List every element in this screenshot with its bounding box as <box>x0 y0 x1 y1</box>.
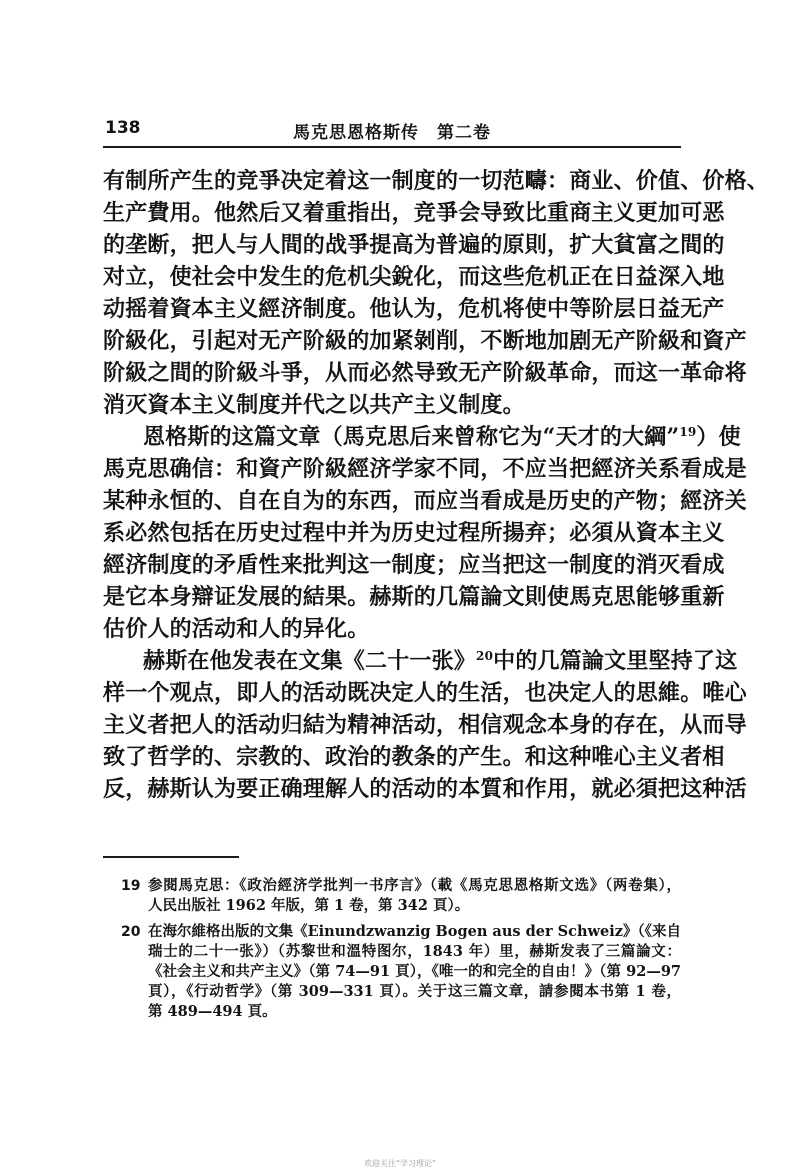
text-line: 主义者把人的活动归結为精神活动，相信观念本身的存在，从而导 <box>103 712 747 738</box>
text-segment: 赫斯在他发表在文集《二十一张》 <box>143 648 477 674</box>
page-header <box>103 112 681 148</box>
footnote-line: 《社会主义和共产主义》（第 74—91 頁），《唯一的和完全的自由！》（第 92—97 <box>148 963 681 980</box>
text-line: 估价人的活动和人的异化。 <box>103 616 370 642</box>
text-line: 經济制度的矛盾性来批判这一制度；应当把这一制度的消灭看成 <box>103 552 725 578</box>
page-number: 138 <box>105 118 141 138</box>
text-line <box>103 645 738 677</box>
text-segment: ）使 <box>696 424 741 450</box>
text-line: 阶級之間的阶級斗爭，从而必然导致无产阶級革命，而这一革命将 <box>103 360 747 386</box>
text-line <box>103 421 741 453</box>
footnote-ref[interactable]: 19 <box>679 425 697 439</box>
running-title: 馬克思恩格斯传 第二卷 <box>293 123 491 143</box>
footnote-ref[interactable]: 20 <box>476 649 494 663</box>
text-line: 动摇着資本主义經济制度。他认为，危机将使中等阶层日益无产 <box>103 296 725 322</box>
text-line: 馬克思确信：和資产阶級經济学家不同，不应当把經济关系看成是 <box>103 456 747 482</box>
footnotes <box>103 876 681 1028</box>
footnote-line: 第 489—494 頁。 <box>148 1003 277 1020</box>
footnote <box>103 922 681 1022</box>
paragraph <box>103 421 747 645</box>
text-segment: 中的几篇論文里堅持了这 <box>493 648 738 674</box>
footnote-divider <box>103 856 239 858</box>
text-line: 致了哲学的、宗教的、政治的教条的产生。和这种唯心主义者相 <box>103 744 725 770</box>
text-line: 是它本身辯证发展的結果。赫斯的几篇論文則使馬克思能够重新 <box>103 584 725 610</box>
text-line: 对立，使社会中发生的危机尖銳化，而这些危机正在日益深入地 <box>103 264 725 290</box>
paragraph <box>103 645 747 805</box>
text-line: 系必然包括在历史过程中并为历史过程所揚弃；必須从資本主义 <box>103 520 725 546</box>
text-line: 的垄断，把人与人間的战爭提高为普遍的原則，扩大貧富之間的 <box>103 232 725 258</box>
text-line: 反，赫斯认为要正确理解人的活动的本質和作用，就必須把这种活 <box>103 776 747 802</box>
footnote-line: 頁），《行动哲学》（第 309—331 頁）。关于这三篇文章，請参閱本书第 1 卷， <box>148 983 681 1000</box>
watermark: 欢迎关注“学习理论” <box>363 1159 437 1168</box>
paragraph <box>103 165 770 421</box>
text-line: 消灭資本主义制度并代之以共产主义制度。 <box>103 392 525 418</box>
footnote <box>103 876 681 916</box>
text-line: 样一个观点，即人的活动既决定人的生活，也决定人的思維。唯心 <box>103 680 747 706</box>
text-line: 生产費用。他然后又着重指出，竞爭会导致比重商主义更加可恶 <box>103 200 725 226</box>
text-line: 某种永恒的、自在自为的东西，而应当看成是历史的产物；經济关 <box>103 488 747 514</box>
footnote-line: 参閱馬克思：《政治經济学批判一书序言》（載《馬克思恩格斯文选》（两卷集）， <box>148 877 681 894</box>
footnote-number: 19 <box>121 878 141 894</box>
footnote-line: 在海尔維格出版的文集《Einundzwanzig Bogen aus der Schweiz》（《来自 <box>148 923 681 940</box>
footnote-line: 人民出版社 1962 年版，第 1 卷，第 342 頁）。 <box>148 897 470 914</box>
footnote-number: 20 <box>121 924 141 940</box>
text-line: 有制所产生的竞爭决定着这一制度的一切范疇：商业、价值、价格、 <box>103 168 770 194</box>
body-text <box>103 165 770 805</box>
footnote-line: 瑞士的二十一张》）（苏黎世和溫特图尔，1843 年）里，赫斯发表了三篇論文： <box>148 943 681 960</box>
text-line: 阶級化，引起对无产阶級的加紧剝削，不断地加剧无产阶級和資产 <box>103 328 747 354</box>
text-segment: 恩格斯的这篇文章（馬克思后来曾称它为“天才的大綱” <box>143 424 680 450</box>
